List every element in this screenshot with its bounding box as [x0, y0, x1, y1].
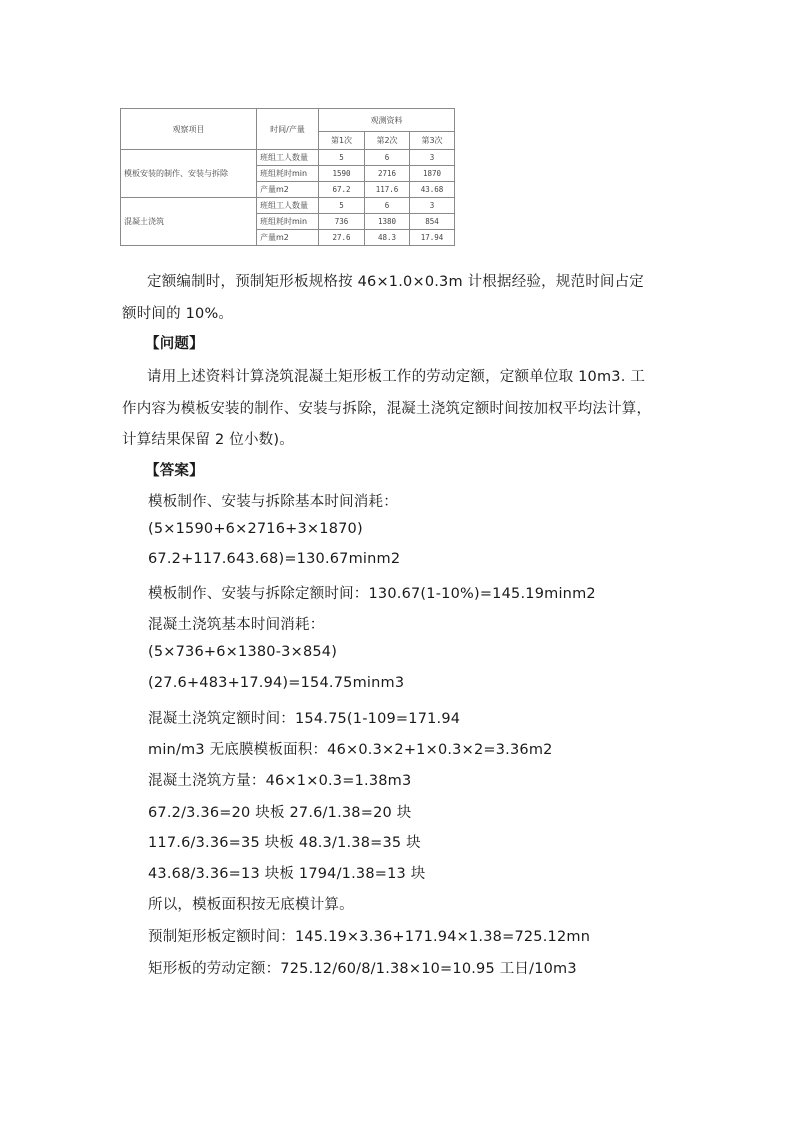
cell-value: 48.3: [365, 230, 410, 246]
answer-line: 混凝土浇筑方量：46×1×0.3=1.38m3: [148, 773, 412, 789]
answer-line: 预制矩形板定额时间：145.19×3.36+171.94×1.38=725.12mn: [148, 929, 591, 945]
header-obs-1: 第1次: [319, 132, 365, 150]
cell-value: 1590: [319, 166, 365, 182]
row-metric: 产量m2: [257, 182, 319, 198]
cell-value: 117.6: [365, 182, 410, 198]
paragraph-line: 计算结果保留 2 位小数)。: [122, 432, 294, 448]
observation-table: [120, 108, 455, 246]
cell-value: 67.2: [319, 182, 365, 198]
answer-line: 模板制作、安装与拆除基本时间消耗：: [148, 494, 398, 510]
question-heading: 【问题】: [145, 336, 204, 352]
table-row: [121, 150, 455, 166]
answer-line: (27.6+483+17.94)=154.75minm3: [148, 675, 405, 691]
answer-line: min/m3 无底膜模板面积：46×0.3×2+1×0.3×2=3.36m2: [148, 742, 553, 758]
table-header-row: [121, 109, 455, 132]
answer-line: 混凝土浇筑基本时间消耗：: [148, 617, 325, 633]
cell-value: 3: [410, 198, 455, 214]
paragraph-line: 请用上述资料计算浇筑混凝土矩形板工作的劳动定额，定额单位取 10m3. 工: [147, 369, 646, 385]
answer-line: 117.6/3.36=35 块板 48.3/1.38=35 块: [148, 835, 421, 851]
cell-value: 736: [319, 214, 365, 230]
header-obs-3: 第3次: [410, 132, 455, 150]
cell-value: 6: [365, 198, 410, 214]
header-observation-data: 观测资料: [319, 109, 455, 132]
cell-value: 2716: [365, 166, 410, 182]
row-metric: 产量m2: [257, 230, 319, 246]
row-metric: 班组工人数量: [257, 198, 319, 214]
header-time-output: 时间/产量: [257, 109, 319, 150]
answer-line: (5×1590+6×2716+3×1870): [148, 521, 363, 537]
answer-line: 67.2+117.643.68)=130.67minm2: [148, 551, 401, 567]
answer-line: 混凝土浇筑定额时间：154.75(1-109=171.94: [148, 711, 461, 727]
answer-line: (5×736+6×1380-3×854): [148, 644, 338, 660]
row-metric: 班组耗时min: [257, 214, 319, 230]
cell-value: 27.6: [319, 230, 365, 246]
paragraph-line: 定额编制时，预制矩形板规格按 46×1.0×0.3m 计根据经验，规范时间占定: [147, 274, 645, 290]
answer-line: 43.68/3.36=13 块板 1794/1.38=13 块: [148, 866, 426, 882]
cell-value: 3: [410, 150, 455, 166]
cell-value: 1870: [410, 166, 455, 182]
answer-line: 矩形板的劳动定额：725.12/60/8/1.38×10=10.95 工日/10m3: [148, 961, 577, 977]
row-item-concrete: 混凝土浇筑: [121, 198, 257, 246]
cell-value: 1380: [365, 214, 410, 230]
cell-value: 5: [319, 150, 365, 166]
answer-line: 所以，模板面积按无底模计算。: [148, 897, 354, 913]
row-metric: 班组耗时min: [257, 166, 319, 182]
cell-value: 43.68: [410, 182, 455, 198]
cell-value: 5: [319, 198, 365, 214]
cell-value: 17.94: [410, 230, 455, 246]
header-item: 观察项目: [121, 109, 257, 150]
row-item-formwork: 模板安装的制作、安装与拆除: [121, 150, 257, 198]
answer-line: 67.2/3.36=20 块板 27.6/1.38=20 块: [148, 805, 412, 821]
cell-value: 6: [365, 150, 410, 166]
cell-value: 854: [410, 214, 455, 230]
row-metric: 班组工人数量: [257, 150, 319, 166]
paragraph-line: 额时间的 10%。: [122, 306, 234, 322]
answer-line: 模板制作、安装与拆除定额时间：130.67(1-10%)=145.19minm2: [148, 586, 596, 602]
paragraph-line: 作内容为模板安装的制作、安装与拆除，混凝土浇筑定额时间按加权平均法计算，: [122, 401, 652, 417]
answer-heading: 【答案】: [145, 463, 204, 479]
header-obs-2: 第2次: [365, 132, 410, 150]
table-row: [121, 198, 455, 214]
